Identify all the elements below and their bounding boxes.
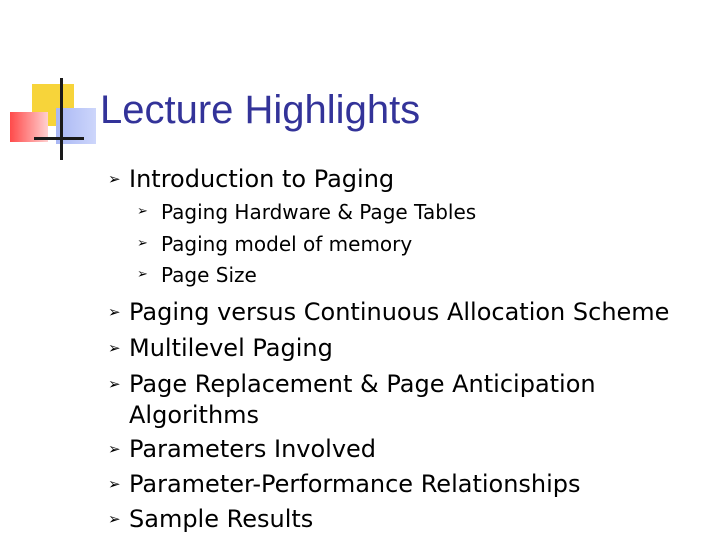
- bullet-text: Multilevel Paging: [129, 334, 333, 362]
- bullet-text: Paging model of memory: [161, 232, 413, 256]
- bullet-text: Introduction to Paging: [129, 165, 395, 193]
- decor-vertical-line: [60, 78, 63, 160]
- arrowhead-bullet-icon: ➢: [108, 303, 121, 321]
- arrowhead-bullet-icon: ➢: [108, 339, 121, 357]
- bullet-text: Page Replacement & Page Anticipation: [129, 370, 596, 398]
- arrowhead-bullet-icon: ➢: [137, 236, 148, 251]
- bullet-text: Paging versus Continuous Allocation Scheme: [129, 298, 670, 326]
- arrowhead-bullet-icon: ➢: [108, 510, 121, 528]
- arrowhead-bullet-icon: ➢: [108, 170, 121, 188]
- bullet-text: Parameters Involved: [129, 435, 377, 463]
- arrowhead-bullet-icon: ➢: [137, 204, 148, 219]
- bullet-text: Page Size: [161, 263, 257, 287]
- bullet-text: Parameter-Performance Relationships: [129, 470, 581, 498]
- arrowhead-bullet-icon: ➢: [137, 267, 148, 282]
- arrowhead-bullet-icon: ➢: [108, 375, 121, 393]
- bullet-text: Algorithms: [129, 401, 260, 429]
- arrowhead-bullet-icon: ➢: [108, 475, 121, 493]
- bullet-text: Paging Hardware & Page Tables: [161, 200, 477, 224]
- decor-horizontal-line: [34, 137, 84, 140]
- arrowhead-bullet-icon: ➢: [108, 440, 121, 458]
- bullet-text: Sample Results: [129, 505, 314, 533]
- slide-title: Lecture Highlights: [100, 88, 421, 132]
